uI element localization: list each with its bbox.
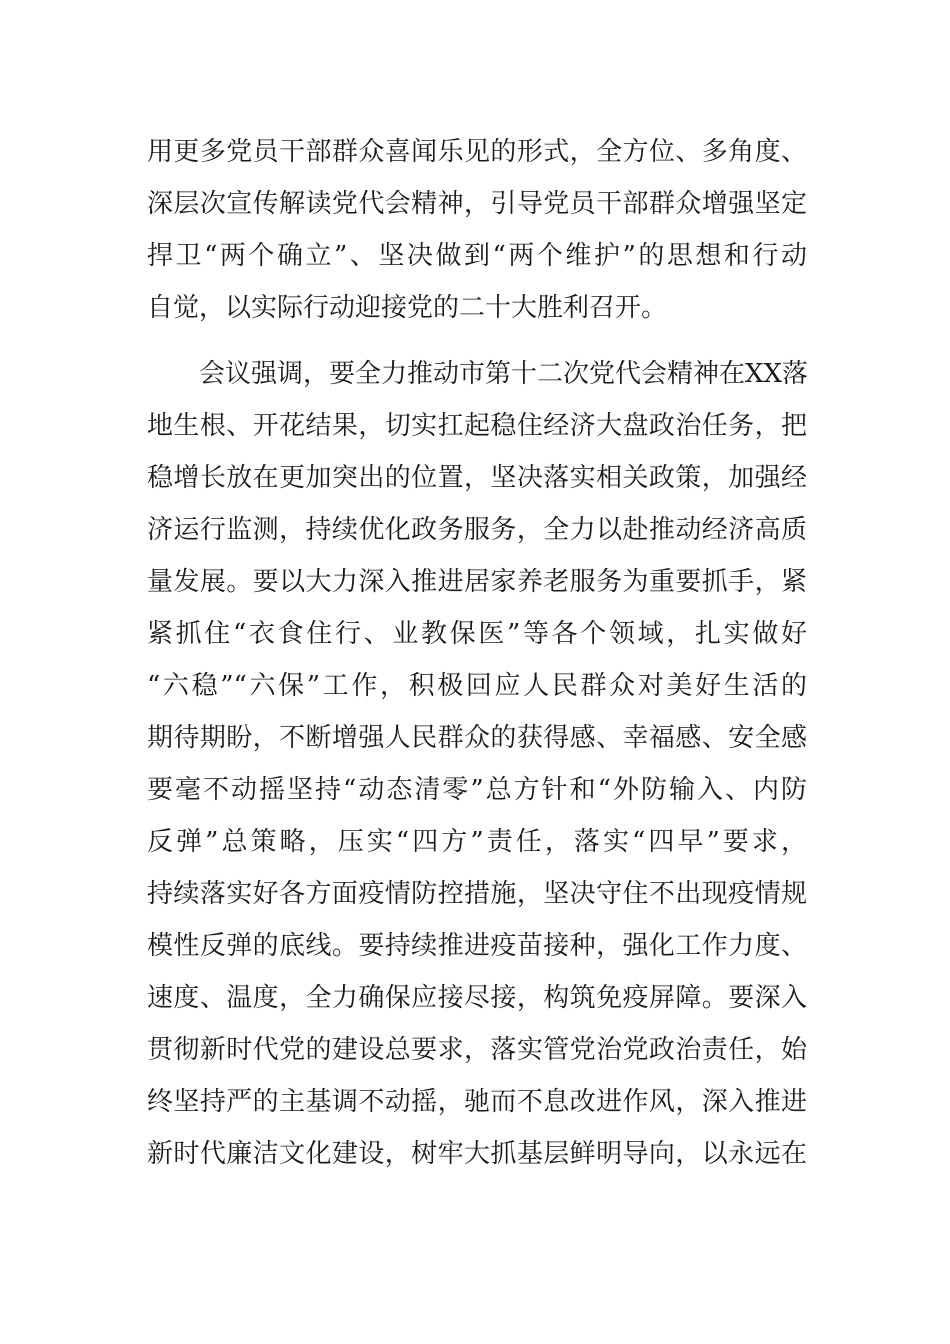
text-line: 要毫不动摇坚持“动态清零”总方针和“外防输入、内防 [147, 775, 807, 805]
text-line: 用更多党员干部群众喜闻乐见的形式，全方位、多角度、 [147, 137, 807, 167]
paragraph-meeting-emphasis [147, 348, 807, 1180]
text-line: 济运行监测，持续优化政务服务，全力以赴推动经济高质 [147, 515, 807, 545]
text-line: 持续落实好各方面疫情防控措施，坚决守住不出现疫情规 [147, 879, 807, 909]
text-line: 地生根、开花结果，切实扛起稳住经济大盘政治任务，把 [147, 411, 807, 441]
paragraph-continuation [147, 126, 807, 334]
text-line: 稳增长放在更加突出的位置，坚决落实相关政策，加强经 [147, 463, 807, 493]
text-line: 量发展。要以大力深入推进居家养老服务为重要抓手，紧 [147, 567, 807, 597]
text-line: 自觉，以实际行动迎接党的二十大胜利召开。 [147, 293, 668, 323]
text-line: 会议强调，要全力推动市第十二次党代会精神在XX落 [199, 359, 809, 389]
text-line: 捍卫“两个确立”、坚决做到“两个维护”的思想和行动 [147, 241, 807, 271]
text-line: 期待期盼，不断增强人民群众的获得感、幸福感、安全感 [147, 723, 807, 753]
text-line: 深层次宣传解读党代会精神，引导党员干部群众增强坚定 [147, 189, 807, 219]
text-line: 速度、温度，全力确保应接尽接，构筑免疫屏障。要深入 [147, 983, 807, 1013]
text-line: 模性反弹的底线。要持续推进疫苗接种，强化工作力度、 [147, 931, 807, 961]
text-line: 反弹”总策略，压实“四方”责任，落实“四早”要求， [147, 827, 807, 857]
text-line: 新时代廉洁文化建设，树牢大抓基层鲜明导向，以永远在 [147, 1139, 807, 1169]
text-line: 贯彻新时代党的建设总要求，落实管党治党政治责任，始 [147, 1035, 807, 1065]
text-line: 紧抓住“衣食住行、业教保医”等各个领域，扎实做好 [147, 619, 807, 649]
text-line: “六稳”“六保”工作，积极回应人民群众对美好生活的 [147, 671, 807, 701]
text-line: 终坚持严的主基调不动摇，驰而不息改进作风，深入推进 [147, 1087, 807, 1117]
